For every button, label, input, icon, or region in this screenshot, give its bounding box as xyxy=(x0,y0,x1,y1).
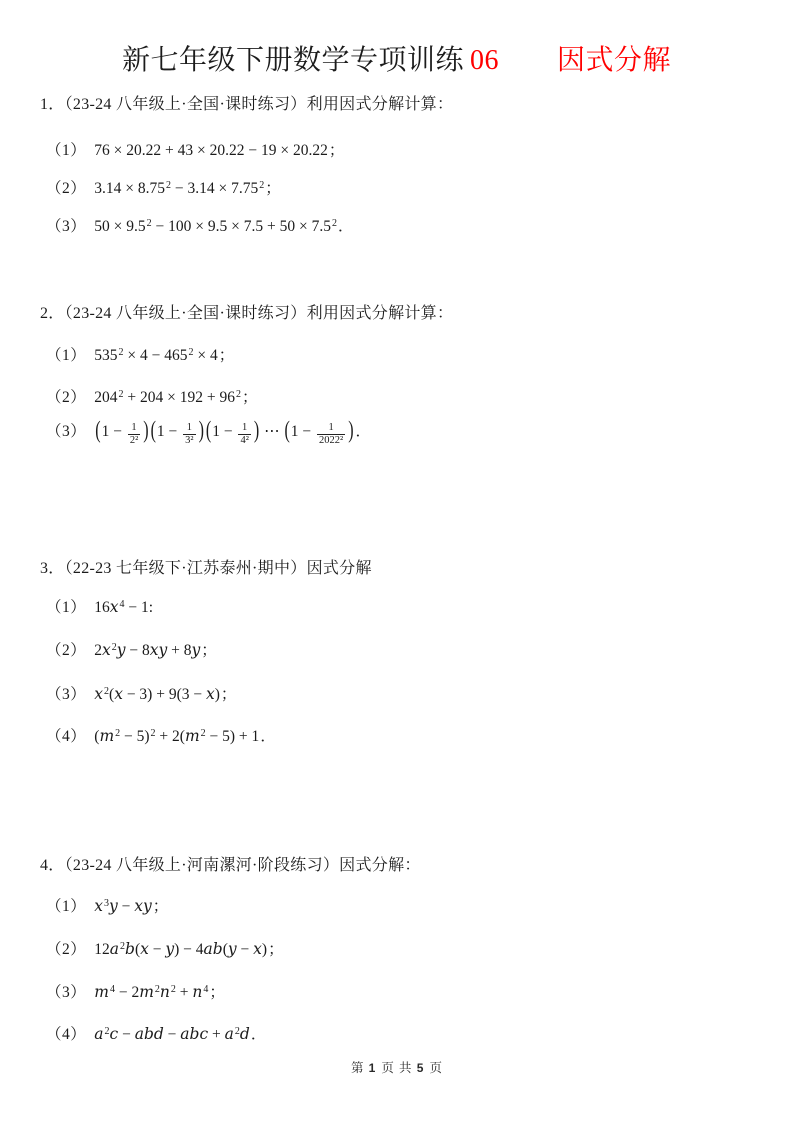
item-label: （4） xyxy=(46,1026,87,1043)
math-segment: b xyxy=(125,940,135,958)
math-segment: − xyxy=(236,941,254,958)
math-segment: x xyxy=(94,897,104,915)
math-segment: y xyxy=(109,897,118,915)
math-segment: ( xyxy=(109,686,115,703)
math-segment: ⋯ xyxy=(260,423,284,440)
question-4-item-3 xyxy=(46,983,225,1002)
math-expression xyxy=(94,180,281,197)
math-segment: d xyxy=(239,1025,250,1043)
math-expression xyxy=(94,686,236,703)
math-expression xyxy=(94,599,153,616)
math-segment: 1 − xyxy=(101,423,126,440)
math-segment: 535 xyxy=(94,347,118,364)
math-segment: + 204 × 192 + 96 xyxy=(123,389,235,406)
math-segment: − 3) + 9(3 − xyxy=(122,686,206,703)
item-label: （1） xyxy=(46,898,87,915)
math-segment: ) xyxy=(261,941,268,958)
math-expression xyxy=(94,898,168,915)
math-segment: + 8 xyxy=(167,642,192,659)
math-segment: 50 × 9.5 xyxy=(94,218,146,235)
math-segment: − 3.14 × 7.75 xyxy=(171,180,259,197)
math-segment: − 1: xyxy=(124,599,154,616)
math-segment: ； xyxy=(201,642,217,659)
fraction: $\frac{1}{\text{2022²}}$ xyxy=(319,422,344,446)
math-segment: 16 xyxy=(94,599,110,616)
math-segment: ． xyxy=(260,728,276,745)
math-segment: 76 × 20.22 + 43 × 20.22 − 19 × 20.22 xyxy=(94,142,328,159)
math-segment: 1 xyxy=(368,1061,377,1075)
math-segment: ． xyxy=(355,423,372,440)
math-expression xyxy=(94,728,276,745)
math-segment: 1 − xyxy=(212,423,237,440)
math-segment: 2 xyxy=(331,218,337,229)
math-segment: a xyxy=(109,940,120,958)
item-label: （3） xyxy=(46,984,87,1001)
fraction: $\frac{1}{\text{2²}}$ xyxy=(129,422,139,446)
math-segment: 4 xyxy=(119,599,125,610)
math-segment: ( xyxy=(284,418,290,444)
math-segment: x xyxy=(253,940,262,958)
math-segment: m xyxy=(139,983,154,1001)
math-segment: n xyxy=(192,983,203,1001)
page-footer xyxy=(0,1058,793,1076)
math-segment: x xyxy=(102,641,111,659)
question-4-header: 4．（23-24 八年级上·河南漯河·阶段练习）因式分解： xyxy=(40,857,421,874)
math-segment: 1 − xyxy=(156,423,182,440)
math-segment: ( xyxy=(222,941,228,958)
math-segment: ； xyxy=(220,686,237,703)
math-segment: 2 xyxy=(166,180,172,191)
math-segment: ( xyxy=(95,418,101,444)
math-segment: 5 xyxy=(416,1061,425,1075)
math-segment: c xyxy=(109,1025,119,1043)
math-segment: ) xyxy=(253,418,260,444)
math-segment: ； xyxy=(218,347,235,364)
math-segment: 2 xyxy=(94,642,103,659)
math-segment: 2 xyxy=(259,180,265,191)
math-segment: × 4 xyxy=(193,347,218,364)
math-segment: y xyxy=(227,940,237,958)
math-segment: 2 xyxy=(111,642,117,653)
title-topic: 因式分解 xyxy=(557,45,672,76)
page-title xyxy=(0,38,793,78)
math-segment: 2 xyxy=(234,1026,240,1037)
item-label: （2） xyxy=(46,389,87,406)
math-segment: 4 xyxy=(203,984,209,995)
question-2-header: 2．（23-24 八年级上·全国·课时练习）利用因式分解计算： xyxy=(40,305,454,322)
math-segment: ( xyxy=(94,728,100,745)
math-expression xyxy=(94,984,225,1001)
item-label: （2） xyxy=(46,642,87,659)
question-1-item-1 xyxy=(46,141,344,160)
question-4-item-1 xyxy=(46,897,168,916)
math-segment: 1 − xyxy=(290,423,316,440)
title-number: 06 xyxy=(470,45,499,76)
math-segment: ab xyxy=(203,940,223,958)
math-segment: 2 xyxy=(170,984,176,995)
math-segment: abd xyxy=(134,1025,164,1043)
item-label: （4） xyxy=(46,728,87,745)
math-segment: 2 xyxy=(104,1026,110,1037)
math-segment: y xyxy=(116,641,126,659)
math-segment: 12 xyxy=(94,941,110,958)
item-label: （2） xyxy=(46,180,87,197)
math-segment: ) xyxy=(214,686,220,703)
math-segment: ； xyxy=(242,389,258,406)
math-segment: × 4 − 465 xyxy=(123,347,188,364)
question-4-item-2 xyxy=(46,940,284,959)
math-segment: 2 xyxy=(118,389,124,400)
math-segment: + xyxy=(208,1026,225,1043)
math-segment: 2 xyxy=(200,728,206,739)
math-segment: 2 xyxy=(154,984,160,995)
title-main: 新七年级下册数学专项训练 xyxy=(121,45,464,76)
math-segment: x xyxy=(94,685,104,703)
math-segment: ； xyxy=(328,142,345,159)
math-segment: 2 xyxy=(115,728,121,739)
math-segment: xy xyxy=(149,641,168,659)
math-segment: ( xyxy=(134,941,141,958)
item-label: （1） xyxy=(46,347,87,364)
math-segment: x xyxy=(140,940,149,958)
math-segment: 2 xyxy=(150,728,156,739)
math-segment: m xyxy=(99,727,115,745)
item-label: （3） xyxy=(46,686,87,703)
item-label: （3） xyxy=(46,218,87,235)
math-segment: ； xyxy=(209,984,225,1001)
math-segment: ( xyxy=(150,418,156,444)
math-segment: ) − 4 xyxy=(174,941,204,958)
question-4-item-4 xyxy=(46,1025,266,1044)
math-segment: − 5) + 1 xyxy=(205,728,260,745)
math-segment: ) xyxy=(143,418,149,444)
math-segment: + xyxy=(175,984,193,1001)
math-segment: n xyxy=(159,983,170,1001)
math-segment: 2 xyxy=(146,218,152,229)
question-2-item-2 xyxy=(46,388,258,407)
math-segment: − xyxy=(117,898,135,915)
math-segment: y xyxy=(191,641,201,659)
math-segment: 204 xyxy=(94,389,118,406)
item-label: （2） xyxy=(46,941,87,958)
item-label: （1） xyxy=(46,142,87,159)
math-segment: x xyxy=(114,685,123,703)
math-segment: ； xyxy=(268,941,284,958)
math-expression xyxy=(94,347,234,364)
question-2-item-3 xyxy=(46,418,372,447)
fraction: $\frac{1}{\text{3²}}$ xyxy=(185,422,194,446)
math-segment: ) xyxy=(198,418,204,444)
question-2-item-1 xyxy=(46,346,234,365)
math-segment: ． xyxy=(337,218,354,235)
question-3-item-4 xyxy=(46,727,276,746)
math-segment: m xyxy=(94,983,109,1001)
math-segment: − 8 xyxy=(125,642,150,659)
math-segment: − 2 xyxy=(114,984,140,1001)
math-segment: + 2( xyxy=(155,728,185,745)
math-segment: m xyxy=(184,727,200,745)
math-segment: 3.14 × 8.75 xyxy=(94,180,166,197)
math-segment: y xyxy=(165,940,175,958)
math-segment: 3 xyxy=(104,898,110,909)
math-expression xyxy=(94,218,353,235)
question-1-item-3 xyxy=(46,217,354,236)
math-segment: x xyxy=(206,685,215,703)
math-segment: 4 xyxy=(109,984,115,995)
question-3-item-2 xyxy=(46,641,217,660)
question-1-item-2 xyxy=(46,179,281,198)
math-segment: a xyxy=(224,1025,234,1043)
math-segment: 页 共 xyxy=(377,1061,417,1075)
fraction: $\frac{1}{\text{4²}}$ xyxy=(240,422,249,446)
math-segment: − xyxy=(148,941,166,958)
math-segment: ( xyxy=(205,418,212,444)
math-segment: 2 xyxy=(120,941,126,952)
math-segment: ； xyxy=(265,180,281,197)
item-label: （3） xyxy=(46,423,87,440)
math-segment: − xyxy=(163,1026,181,1043)
math-expression xyxy=(94,941,283,958)
math-segment: a xyxy=(94,1025,104,1043)
math-segment: − 5) xyxy=(120,728,150,745)
math-expression xyxy=(94,418,372,446)
math-expression xyxy=(94,642,217,659)
question-3-header: 3．（22-23 七年级下·江苏泰州·期中）因式分解 xyxy=(40,560,372,577)
math-segment: ； xyxy=(152,898,169,915)
math-segment: x xyxy=(109,598,119,616)
math-segment: − 100 × 9.5 × 7.5 + 50 × 7.5 xyxy=(151,218,331,235)
math-segment: 页 xyxy=(425,1061,444,1075)
math-segment: 2 xyxy=(118,347,124,358)
question-3-item-1 xyxy=(46,598,153,617)
math-segment: − xyxy=(118,1026,135,1043)
math-segment: 2 xyxy=(188,347,194,358)
math-segment: 第 xyxy=(350,1061,369,1075)
math-expression xyxy=(94,389,257,406)
item-label: （1） xyxy=(46,599,87,616)
question-3-item-3 xyxy=(46,685,236,704)
math-segment: xy xyxy=(134,897,152,915)
math-segment: ) xyxy=(348,418,354,444)
math-expression xyxy=(94,142,344,159)
question-1-header: 1．（23-24 八年级上·全国·课时练习）利用因式分解计算： xyxy=(40,96,454,113)
math-segment: ． xyxy=(250,1026,267,1043)
math-segment: abc xyxy=(180,1025,209,1043)
math-expression xyxy=(94,1026,266,1043)
math-segment: 2 xyxy=(236,389,241,400)
math-segment: 2 xyxy=(104,686,110,697)
